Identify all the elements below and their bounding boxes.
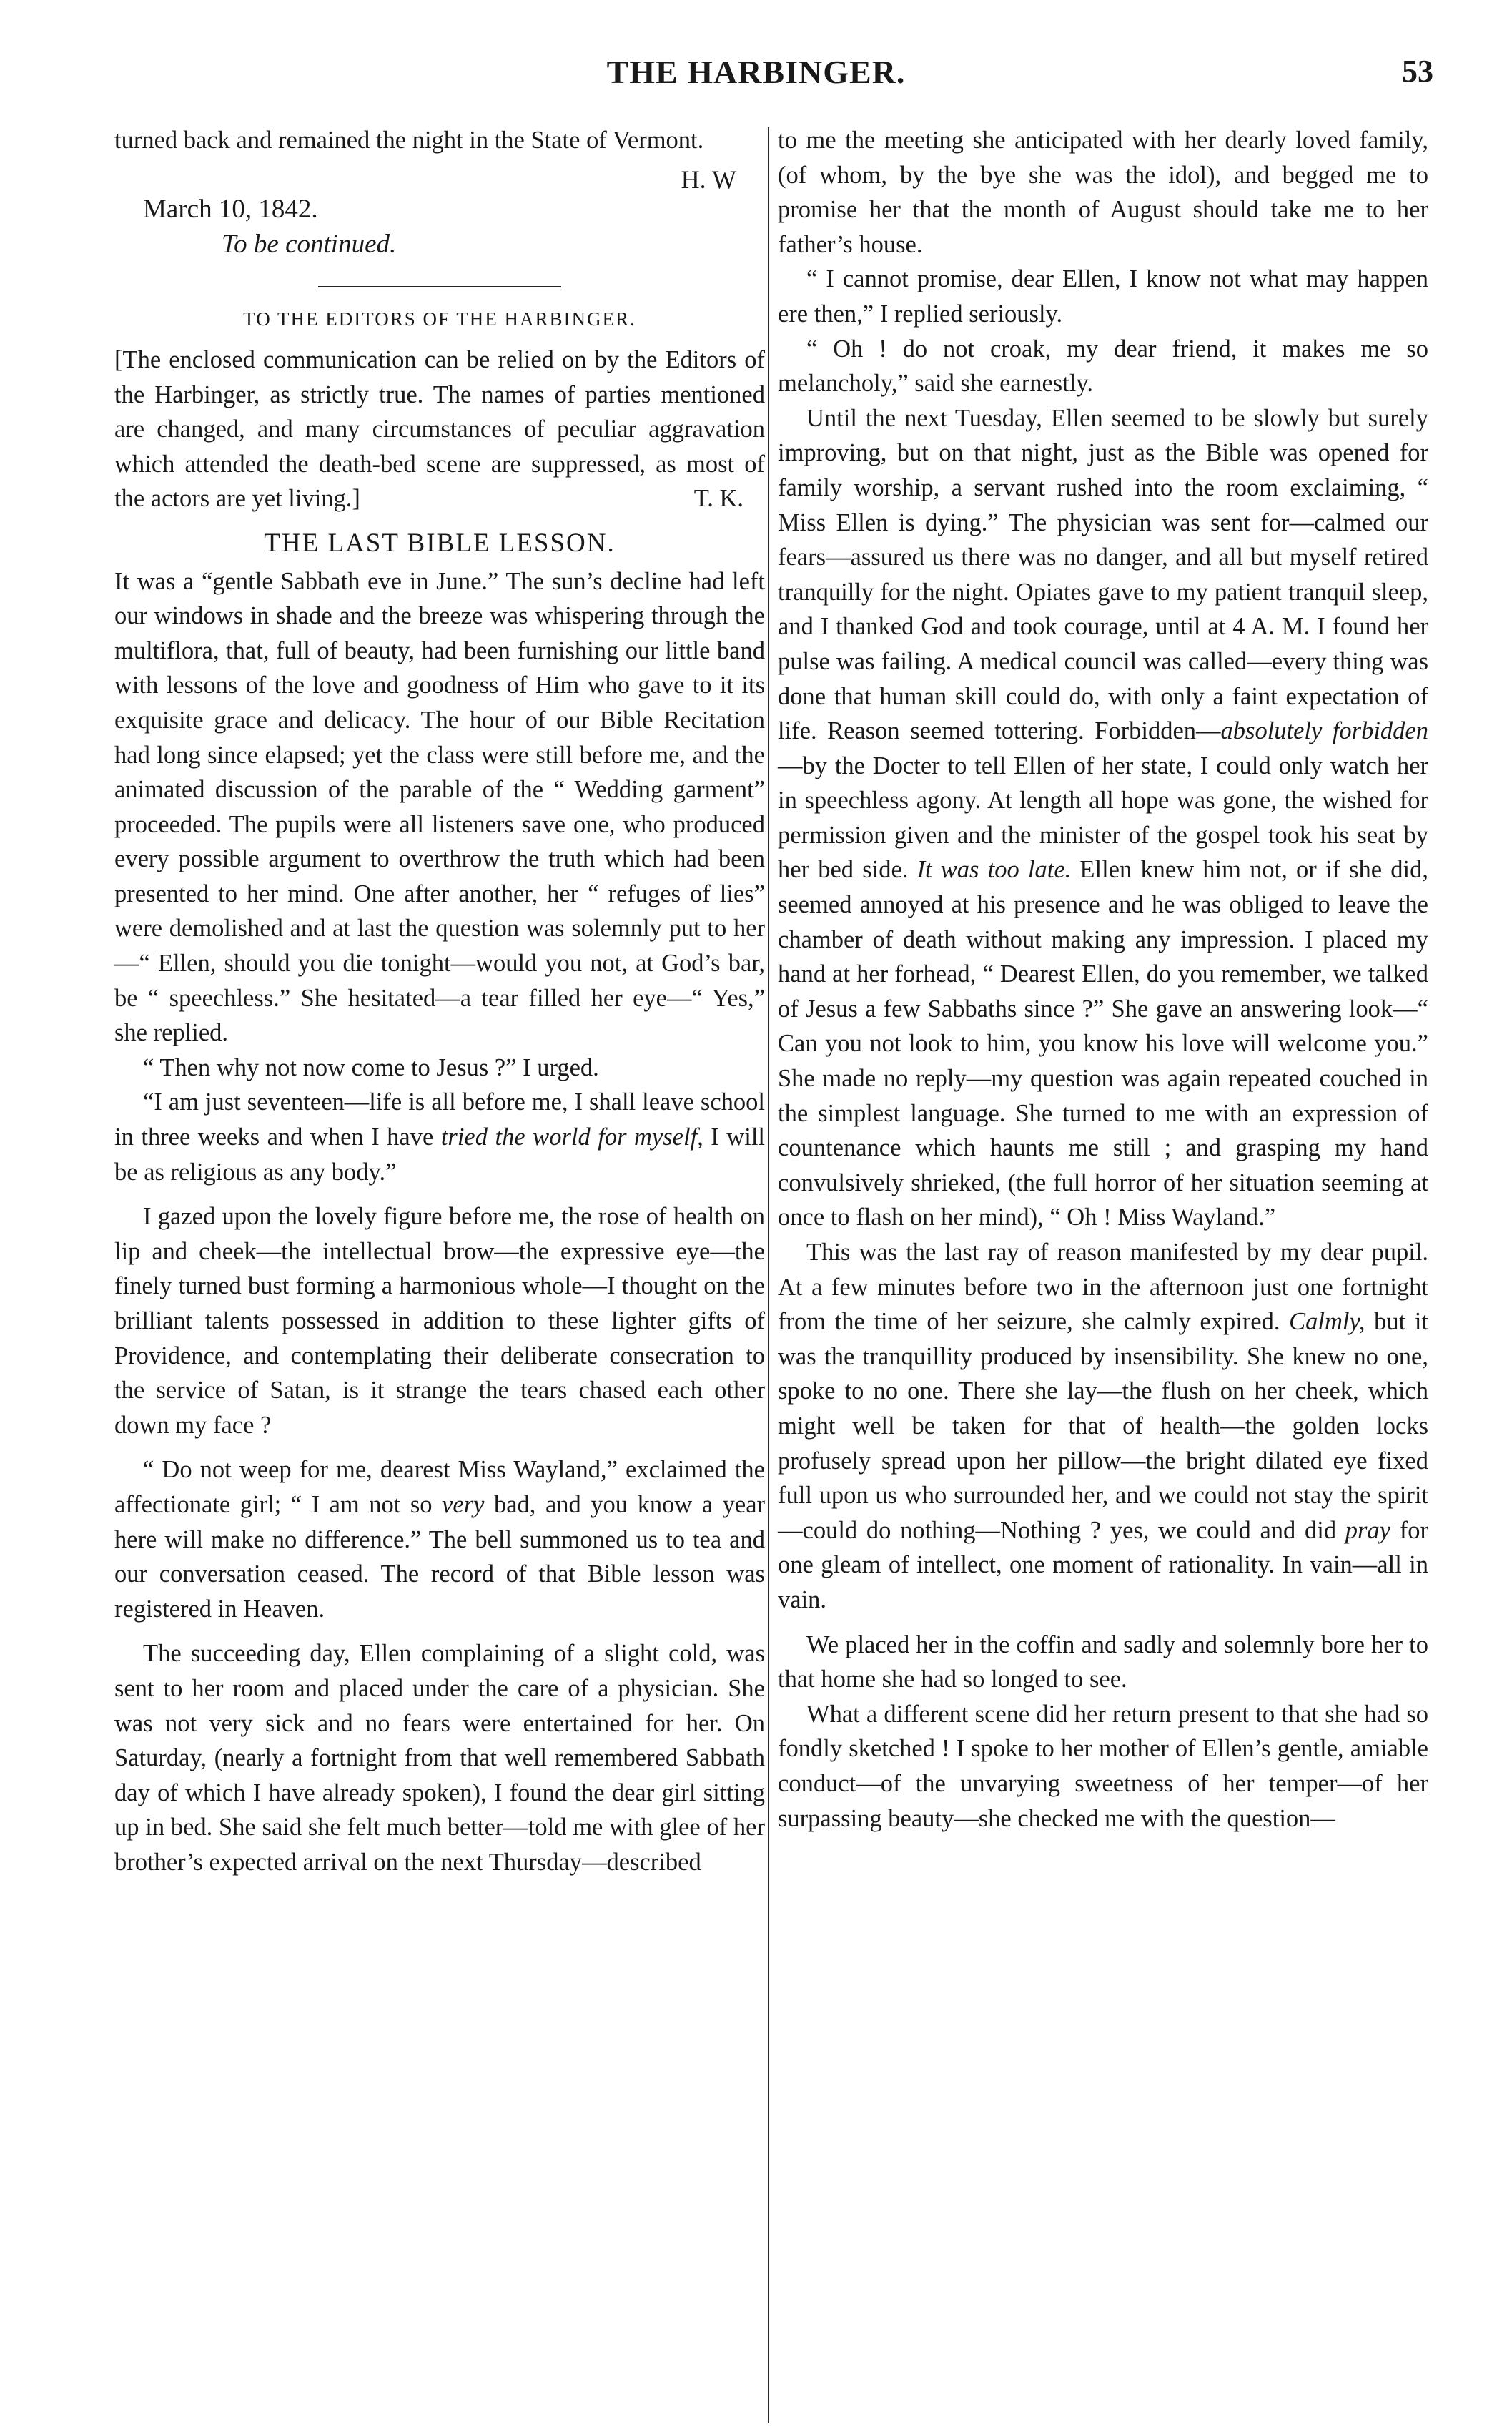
article-paragraph: We placed her in the coffin and sadly and solemnly bore her to that home she had so longed to see. [778, 1630, 1428, 1693]
right-column [778, 123, 1428, 1836]
text-run: “I am just seventeen—life is all before me, I shall leave school in three weeks and when I have [114, 1088, 765, 1151]
editor-signature: T. K. [693, 485, 743, 513]
article-paragraph [778, 1235, 1428, 1618]
section-divider [318, 286, 561, 287]
text-run: Ellen knew him not, or if she did, seemed annoyed at his presence and he was obliged to leave the chamber of death without making any impression. I placed my hand at her forhead, “ Dearest Ellen, do you remember, we talked of Jesus a few Sabbaths since ?” She gave an answering look—“ Can you not look to him, you know his love will welcome you.” She made no reply—my question was again repeated couched in the simplest language. She turned to me with an expression of countenance which haunts me still ; and grasping my hand convulsively shrieked, (the full horror of her situation seeming at once to flash on her mind), “ Oh ! Miss Wayland.” [778, 856, 1428, 1231]
editor-note-text: [The enclosed communication can be relied on by the Editors of the Harbinger, as strictly true. The names of parties mentioned are changed, and many circumstances of peculiar aggravation which attended the death-bed scene are suppressed, as most of the actors are yet living.] [114, 345, 765, 513]
article-paragraph [114, 1452, 765, 1626]
running-title: THE HARBINGER. [606, 54, 906, 90]
article-paragraph [114, 1085, 765, 1189]
emphasis-text: very [442, 1490, 485, 1518]
article-paragraph [778, 401, 1428, 1235]
continued-text: turned back and remained the night in the State of Vermont. [114, 127, 704, 154]
text-run: —by the Docter to tell Ellen of her state, I could only watch her in speechless agony. At length all hope was gone, the wished for permission given and the minister of the gospel took his seat by her bed side. [778, 752, 1428, 884]
text-run: “ Do not weep for me, dearest Miss Wayland,” exclaimed the affectionate girl; “ I am not so [114, 1456, 765, 1518]
letter-date: March 10, 1842. [143, 195, 318, 225]
article-paragraph: The succeeding day, Ellen complaining of a slight cold, was sent to her room and placed under the care of a physician. She was not very sick and no fears were entertained for her. On Saturday, (nearly a fortnight from that well remembered Sabbath day of which I have already spoken), I found the dear girl sitting up in bed. She said she felt much better—told me with glee of her brother’s expected arrival on the next Thursday—described [114, 1640, 765, 1876]
editor-note [114, 343, 765, 516]
author-signature: H. W [681, 164, 736, 194]
emphasis-text: absolutely forbidden [1220, 717, 1428, 745]
article-paragraph: “ Then why not now come to Jesus ?” I urged. [143, 1053, 599, 1081]
to-be-continued: To be continued. [222, 229, 397, 259]
emphasis-text: Calmly, [1289, 1308, 1365, 1336]
article-paragraph: It was a “gentle Sabbath eve in June.” The sun’s decline had left our windows in shade and the breeze was whispering through the multiflora, that, full of beauty, had been furnishing our little band with lessons of the love and goodness of Him who gave to it its exquisite grace and delicacy. The hour of our Bible Recitation had long since elapsed; yet the class were still before me, and the animated discussion of the parable of the “ Wedding garment” proceeded. The pupils were all listeners save one, who produced every possible argument to overthrow the truth which had been presented to her mind. One after another, her “ refuges of lies” were demolished and at last the question was solemnly put to her—“ Ellen, should you die tonight—would you not, at God’s bar, be “ speechless.” She hesitated—a tear filled her eye—“ Yes,” she replied. [114, 567, 765, 1047]
article-title: THE LAST BIBLE LESSON. [264, 528, 616, 558]
text-run: bad, and you know a year here will make no difference.” The bell summoned us to tea and our conversation ceased. The record of that Bible lesson was registered in Heaven. [114, 1490, 765, 1623]
address-heading: TO THE EDITORS OF THE HARBINGER. [243, 308, 636, 330]
article-paragraph: to me the meeting she anticipated with her dearly loved family, (of whom, by the bye she was the idol), and begged me to promise her that the month of August should take me to her father’s house. [778, 127, 1428, 258]
page-number: 53 [1402, 54, 1433, 89]
text-run: but it was the tranquillity produced by insensibility. She knew no one, spoke to no one. There she lay—the flush on her cheek, which might well be taken for that of health—the golden locks profusely spread upon her pillow—the bright dilated eye fixed full upon us who surrounded her, and we could not stay the spirit—could do nothing—Nothing ? yes, we could and did [778, 1308, 1429, 1544]
emphasis-text: pray [1345, 1516, 1391, 1544]
text-run: for one gleam of intellect, one moment of rationality. In vain—all in vain. [778, 1516, 1428, 1613]
text-run: Until the next Tuesday, Ellen seemed to be slowly but surely improving, but on that night, just as the Bible was opened for family worship, a servant rushed into the room exclaiming, “ Miss Ellen is dying.” The physician was sent for—calmed our fears—assured us there was no danger, and all but myself retired tranquilly for the night. Opiates gave to my patient tranquil sleep, and I thanked God and took courage, until at 4 A. M. I found her pulse was failing. A medical council was called—every thing was done that human skill could do, with only a faint expectation of life. Reason seemed tottering. Forbidden— [778, 404, 1428, 745]
column-rule [768, 127, 769, 2423]
article-paragraph: I gazed upon the lovely figure before me, the rose of health on lip and cheek—the intellectual brow—the expressive eye—the finely turned bust forming a harmonious whole—I thought on the brilliant talents possessed in addition to these lighter gifts of Providence, and contemplating their deliberate consecration to the service of Satan, is it strange the tears chased each other down my face ? [114, 1203, 765, 1439]
article-paragraph: “ I cannot promise, dear Ellen, I know not what may happen ere then,” I replied seriously. [778, 265, 1428, 328]
text-run: I will be as religious as any body.” [114, 1123, 765, 1186]
text-run: This was the last ray of reason manifested by my dear pupil. At a few minutes before two in the afternoon just one fortnight from the time of her seizure, she calmly expired. [778, 1239, 1428, 1336]
article-paragraph: “ Oh ! do not croak, my dear friend, it makes me so melancholy,” said she earnestly. [778, 335, 1428, 398]
emphasis-text: tried the world for myself, [440, 1123, 703, 1151]
emphasis-text: It was too late. [916, 856, 1072, 884]
left-column [114, 123, 765, 1880]
article-paragraph: What a different scene did her return present to that she had so fondly sketched ! I spoke to her mother of Ellen’s gentle, amiable conduct—of the unvarying sweetness of her temper—of her surpassing beauty—she checked me with the question— [778, 1700, 1428, 1832]
